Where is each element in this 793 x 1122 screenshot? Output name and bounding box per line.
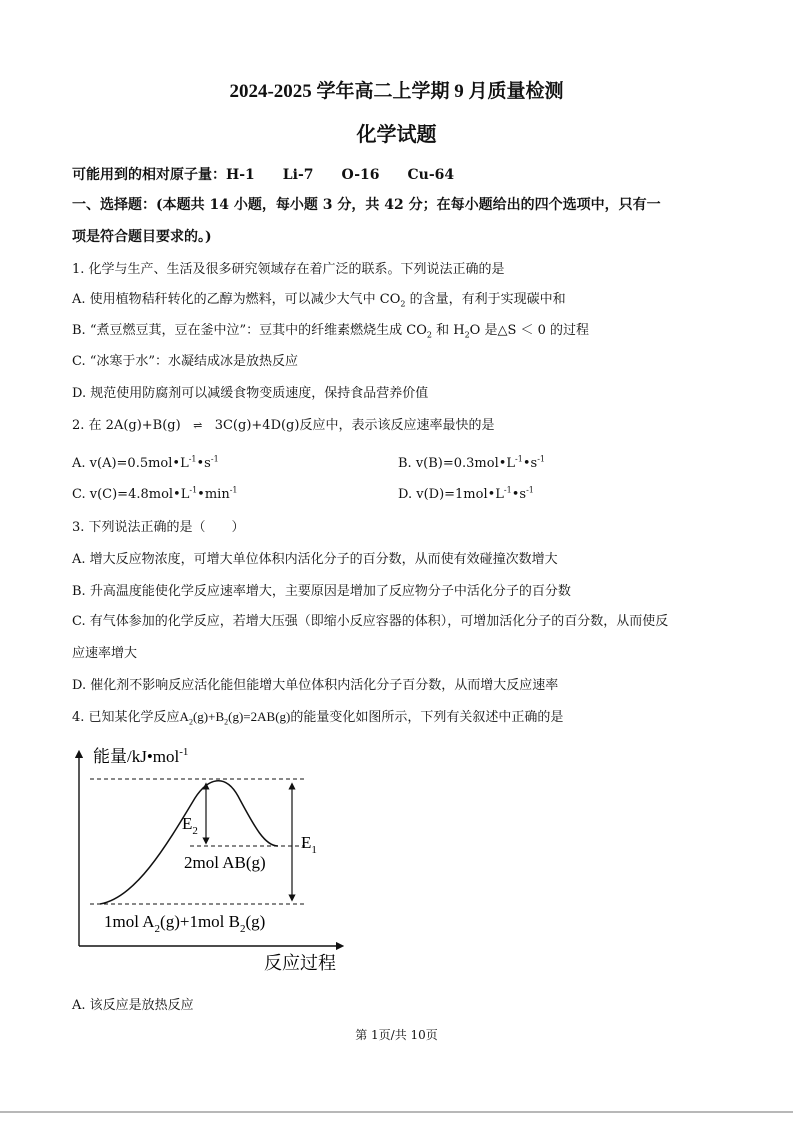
energy-diagram bbox=[60, 738, 360, 978]
q2-stem-post: 3C(g)+4D(g)反应中，表示该反应速率最快的是 bbox=[214, 418, 495, 433]
q3-option-d: D. 催化剂不影响反应活化能但能增大单位体积内活化分子百分数，从而增大反应速率 bbox=[72, 678, 559, 693]
q1-a-sub: 2 bbox=[400, 299, 406, 309]
e2-label: $E_2$ bbox=[182, 814, 198, 837]
q3-option-a: A. 增大反应物浓度，可增大单位体积内活化分子的百分数，从而使有效碰撞次数增大 bbox=[72, 552, 558, 567]
e1-label: $E_1$ bbox=[301, 833, 317, 856]
q4-eq-b-sub: 2 bbox=[224, 717, 229, 727]
q4-equation bbox=[179, 709, 291, 727]
q1-a-text: A. 使用植物秸秆转化的乙醇为燃料，可以减少大气中 CO bbox=[72, 292, 401, 307]
q2-option-d bbox=[398, 487, 534, 502]
q4-stem-pre: 4. 已知某化学反应 bbox=[72, 710, 180, 725]
q2-stem bbox=[72, 414, 494, 433]
q3-option-c-line1: C. 有气体参加的化学反应，若增大压强（即缩小反应容器的体积），可增加活化分子的百分数，从而使反 bbox=[72, 614, 669, 629]
q2-a-sup1: -1 bbox=[188, 454, 197, 464]
q4-eq-a-sub: 2 bbox=[188, 717, 193, 727]
q4-eq-b-state: (g) bbox=[228, 709, 244, 724]
q2-d-sup2: -1 bbox=[526, 485, 534, 495]
q2-b-text: B. v(B)=0.3mol•L bbox=[398, 456, 516, 471]
q1-stem: 1. 化学与生产、生活及很多研究领域存在着广泛的联系。下列说法正确的是 bbox=[72, 262, 505, 277]
q2-d-mid: •s bbox=[511, 487, 527, 502]
q2-c-sup1: -1 bbox=[189, 485, 198, 495]
exam-subject-title: 化学试题 bbox=[356, 124, 437, 146]
page-bottom-rule bbox=[0, 1111, 793, 1113]
q2-b-sup1: -1 bbox=[515, 454, 523, 464]
product-label: 2mol AB(g) bbox=[184, 853, 266, 872]
section-heading-line2: 项是符合题目要求的。) bbox=[72, 229, 212, 245]
x-axis-label: 反应过程 bbox=[264, 953, 336, 973]
q1-option-b bbox=[72, 319, 589, 338]
q1-option-d: D. 规范使用防腐剂可以减缓食物变质速度，保持食品营养价值 bbox=[72, 386, 429, 401]
q4-eq-a-state: (g) bbox=[192, 709, 209, 724]
page-footer: 第 1页/共 10页 bbox=[355, 1028, 438, 1042]
section-heading-line1: 一、选择题：(本题共 14 小题，每小题 3 分，共 42 分；在每小题给出的四个选项中，只有一 bbox=[72, 197, 661, 213]
q2-c-sup2: -1 bbox=[229, 485, 238, 495]
y-axis-label: 能量/kJ•mol$^{-1}$ bbox=[93, 746, 189, 766]
q2-a-text: A. v(A)=0.5mol•L bbox=[72, 456, 189, 471]
q2-d-text: D. v(D)=1mol•L bbox=[398, 487, 504, 502]
q4-eq-plus: + bbox=[208, 709, 216, 724]
q2-option-b bbox=[398, 456, 545, 471]
q2-c-mid: •min bbox=[197, 487, 230, 502]
q1-a-text-end: 的含量，有利于实现碳中和 bbox=[405, 292, 566, 307]
q3-option-c-line2: 应速率增大 bbox=[72, 646, 138, 661]
q3-stem: 3. 下列说法正确的是（ ） bbox=[72, 520, 245, 535]
q1-option-c: C. “冰寒于水”：水凝结成冰是放热反应 bbox=[72, 354, 299, 369]
exam-title: 2024-2025 学年高二上学期 9 月质量检测 bbox=[229, 81, 564, 102]
q2-c-text: C. v(C)=4.8mol•L bbox=[72, 487, 190, 502]
q1-b-sub2: 2 bbox=[464, 330, 470, 340]
q4-eq-rhs: =2AB(g) bbox=[243, 709, 291, 724]
atomic-masses: 可能用到的相对原子量：H-1 Li-7 O-16 Cu-64 bbox=[72, 167, 455, 183]
q4-option-a: A. 该反应是放热反应 bbox=[72, 998, 194, 1013]
q2-option-a bbox=[72, 456, 219, 471]
q4-eq-b: B bbox=[215, 709, 225, 724]
q2-option-c bbox=[72, 487, 238, 502]
q1-b-mid: 和 H bbox=[431, 323, 465, 338]
q2-a-sup2: -1 bbox=[210, 454, 219, 464]
q2-b-sup2: -1 bbox=[537, 454, 545, 464]
q2-b-mid: •s bbox=[522, 456, 538, 471]
equilibrium-arrow-icon: ⇌ bbox=[193, 419, 203, 432]
q1-b-text-end: O 是△S ＜ 0 的过程 bbox=[469, 323, 590, 338]
q4-eq-a: A bbox=[179, 709, 189, 724]
reactant-label: 1mol $A_2(g)+1mol$ $B_2(g)$ bbox=[104, 912, 266, 935]
q2-stem-pre: 2. 在 2A(g)+B(g) bbox=[72, 418, 181, 433]
q1-b-sub1: 2 bbox=[426, 330, 432, 340]
q1-b-text: B. “煮豆燃豆萁，豆在釜中泣”：豆萁中的纤维素燃烧生成 CO bbox=[72, 323, 427, 338]
q2-d-sup1: -1 bbox=[503, 485, 512, 495]
reaction-energy-curve bbox=[100, 781, 278, 904]
q4-stem-post: 的能量变化如图所示，下列有关叙述中正确的是 bbox=[290, 710, 564, 725]
q3-option-b: B. 升高温度能使化学反应速率增大，主要原因是增加了反应物分子中活化分子的百分数 bbox=[72, 584, 571, 599]
q2-a-mid: •s bbox=[196, 456, 211, 471]
q1-option-a bbox=[72, 288, 566, 307]
q4-stem bbox=[72, 706, 563, 725]
